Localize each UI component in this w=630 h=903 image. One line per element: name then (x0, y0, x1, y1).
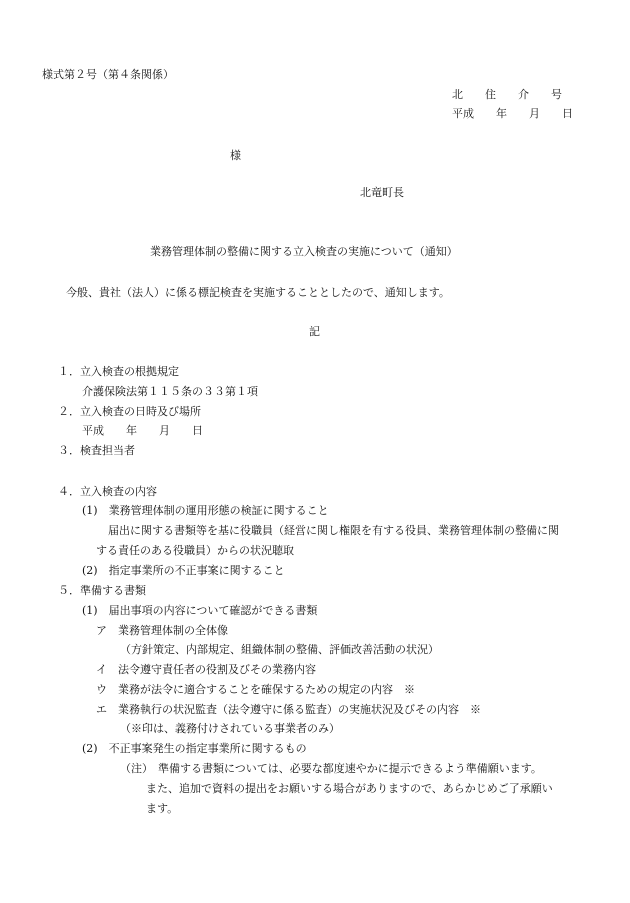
section-5-item-a: ア 業務管理体制の全体像 (96, 624, 228, 637)
ki-heading: 記 (309, 325, 320, 338)
note-line-3: ます。 (146, 802, 179, 815)
issue-date: 平成 年 月 日 (452, 107, 573, 120)
section-4-item-1: (1) 業務管理体制の運用形態の検証に関すること (82, 504, 329, 517)
section-5-heading: ５．準備する書類 (58, 584, 146, 597)
section-5-note: （※印は、義務付けされている事業者のみ） (120, 722, 340, 735)
section-5-item-1: (1) 届出事項の内容について確認ができる書類 (82, 604, 318, 617)
sender-name: 北竜町長 (360, 186, 404, 199)
document-number: 北 住 介 号 (452, 88, 562, 101)
intro-text: 今般、貴社（法人）に係る標記検査を実施することとしたので、通知します。 (66, 286, 450, 299)
recipient-suffix: 様 (230, 149, 241, 162)
section-5-item-i: イ 法令遵守責任者の役割及びその業務内容 (96, 663, 316, 676)
section-2-body: 平成 年 月 日 (82, 424, 203, 437)
note-line-2: また、追加で資料の提出をお願いする場合がありますので、あらかじめご了承願い (146, 782, 553, 795)
document-title: 業務管理体制の整備に関する立入検査の実施について（通知） (150, 245, 458, 258)
form-label: 様式第２号（第４条関係） (42, 68, 174, 81)
section-3-heading: ３．検査担当者 (58, 444, 135, 457)
section-4-item-2: (2) 指定事業所の不正事案に関すること (82, 564, 285, 577)
section-5-item-2: (2) 不正事案発生の指定事業所に関するもの (82, 742, 307, 755)
section-5-item-u: ウ 業務が法令に適合することを確保するための規定の内容 ※ (96, 683, 415, 696)
section-1-body: 介護保険法第１１５条の３３第１項 (82, 385, 258, 398)
section-1-heading: １．立入検査の根拠規定 (58, 365, 179, 378)
section-4-heading: ４．立入検査の内容 (58, 485, 157, 498)
section-5-item-a-detail: （方針策定、内部規定、組織体制の整備、評価改善活動の状況） (120, 643, 439, 656)
section-5-item-e: エ 業務執行の状況監査（法令遵守に係る監査）の実施状況及びその内容 ※ (96, 703, 481, 716)
section-4-item-1-body-line-1: 届出に関する書類等を基に役職員（経営に関し権限を有する役員、業務管理体制の整備に関 (108, 524, 559, 537)
section-4-item-1-body-line-2: する責任のある役職員）からの状況聴取 (96, 544, 294, 557)
note-line-1: 準備する書類については、必要な都度速やかに提示できるよう準備願います。 (158, 762, 542, 775)
section-2-heading: ２．立入検査の日時及び場所 (58, 405, 201, 418)
note-label: （注） (120, 762, 153, 775)
